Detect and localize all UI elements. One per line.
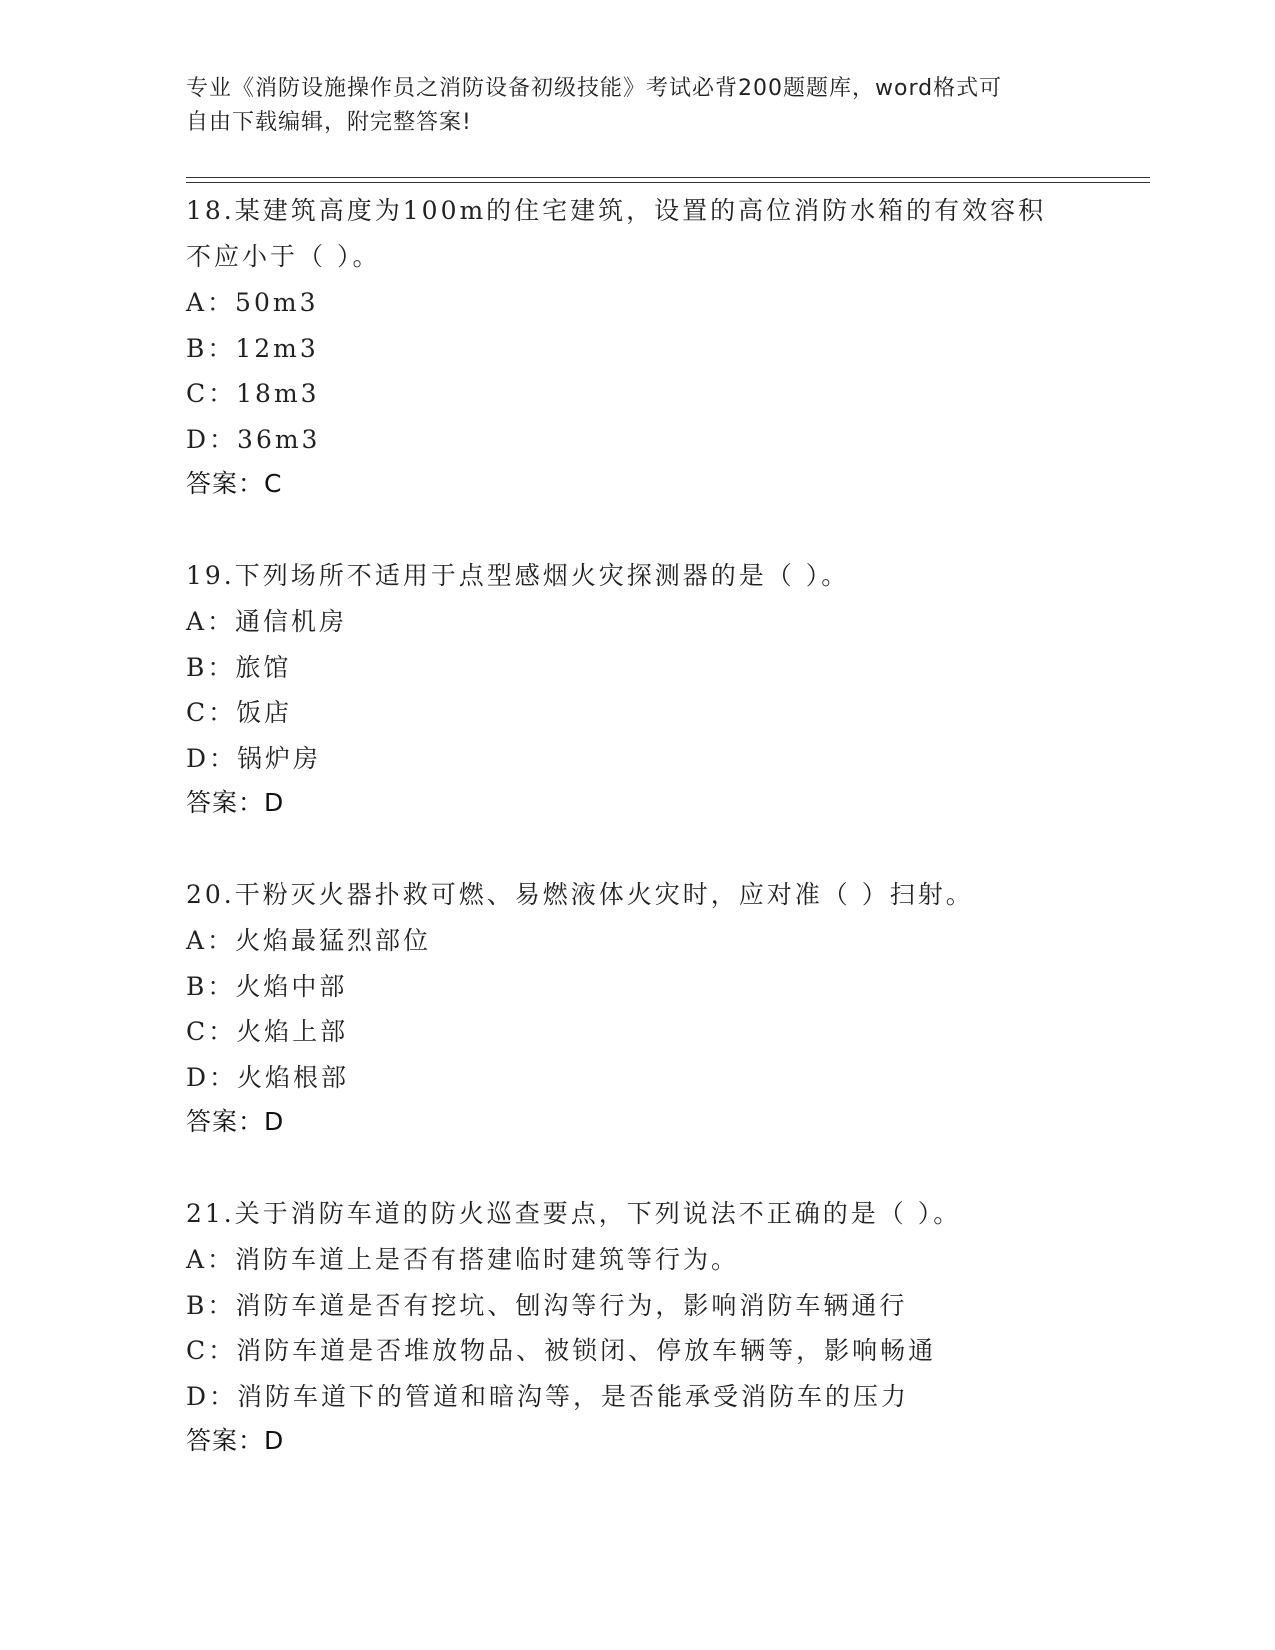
option-a: A：消防车道上是否有搭建临时建筑等行为。	[186, 1245, 740, 1274]
question-19	[186, 553, 1146, 825]
option-b: B：旅馆	[186, 652, 292, 682]
answer: 答案：D	[186, 1107, 285, 1136]
option-c: C：消防车道是否堆放物品、被锁闭、停放车辆等，影响畅通	[186, 1336, 937, 1365]
question-list	[186, 188, 1146, 1463]
document-header	[186, 72, 1066, 140]
option-c: C：火焰上部	[186, 1017, 349, 1046]
option-d: D：锅炉房	[186, 743, 322, 773]
option-b: B：12m3	[186, 333, 319, 363]
answer: 答案：D	[186, 788, 285, 817]
option-a: A：50m3	[186, 288, 319, 317]
stem-line: 不应小于（ ）。	[186, 242, 381, 271]
question-20	[186, 872, 1146, 1144]
question-spacer	[186, 1144, 1146, 1191]
answer: 答案：C	[186, 469, 283, 498]
option-d: D：消防车道下的管道和暗沟等，是否能承受消防车的压力	[186, 1381, 910, 1411]
option-b: B：火焰中部	[186, 971, 348, 1001]
question-spacer	[186, 506, 1146, 553]
option-a: A：通信机房	[186, 607, 348, 636]
question-spacer	[186, 825, 1146, 872]
question-21	[186, 1191, 1146, 1463]
option-d: D：火焰根部	[186, 1062, 350, 1092]
option-c: C：18m3	[186, 379, 320, 408]
question-stem	[186, 188, 1146, 280]
header-line-1: 专业《消防设施操作员之消防设备初级技能》考试必背200题题库，word格式可	[186, 76, 1003, 101]
option-d: D：36m3	[186, 424, 321, 454]
option-b: B：消防车道是否有挖坑、刨沟等行为，影响消防车辆通行	[186, 1290, 908, 1320]
stem-line: 19.下列场所不适用于点型感烟火灾探测器的是（ ）。	[186, 561, 850, 590]
header-rule-top	[186, 177, 1150, 178]
option-c: C：饭店	[186, 698, 293, 727]
option-a: A：火焰最猛烈部位	[186, 926, 432, 955]
question-stem	[186, 872, 1146, 918]
header-rule-bottom	[186, 182, 1150, 183]
stem-line: 18.某建筑高度为100m的住宅建筑，设置的高位消防水箱的有效容积	[186, 196, 1047, 225]
question-stem	[186, 1191, 1146, 1237]
stem-line: 20.干粉灭火器扑救可燃、易燃液体火灾时，应对准（ ）扫射。	[186, 880, 974, 909]
question-stem	[186, 553, 1146, 599]
header-line-2: 自由下载编辑，附完整答案!	[186, 110, 472, 135]
stem-line: 21.关于消防车道的防火巡查要点，下列说法不正确的是（ ）。	[186, 1199, 962, 1228]
question-18	[186, 188, 1146, 506]
answer: 答案：D	[186, 1426, 285, 1455]
